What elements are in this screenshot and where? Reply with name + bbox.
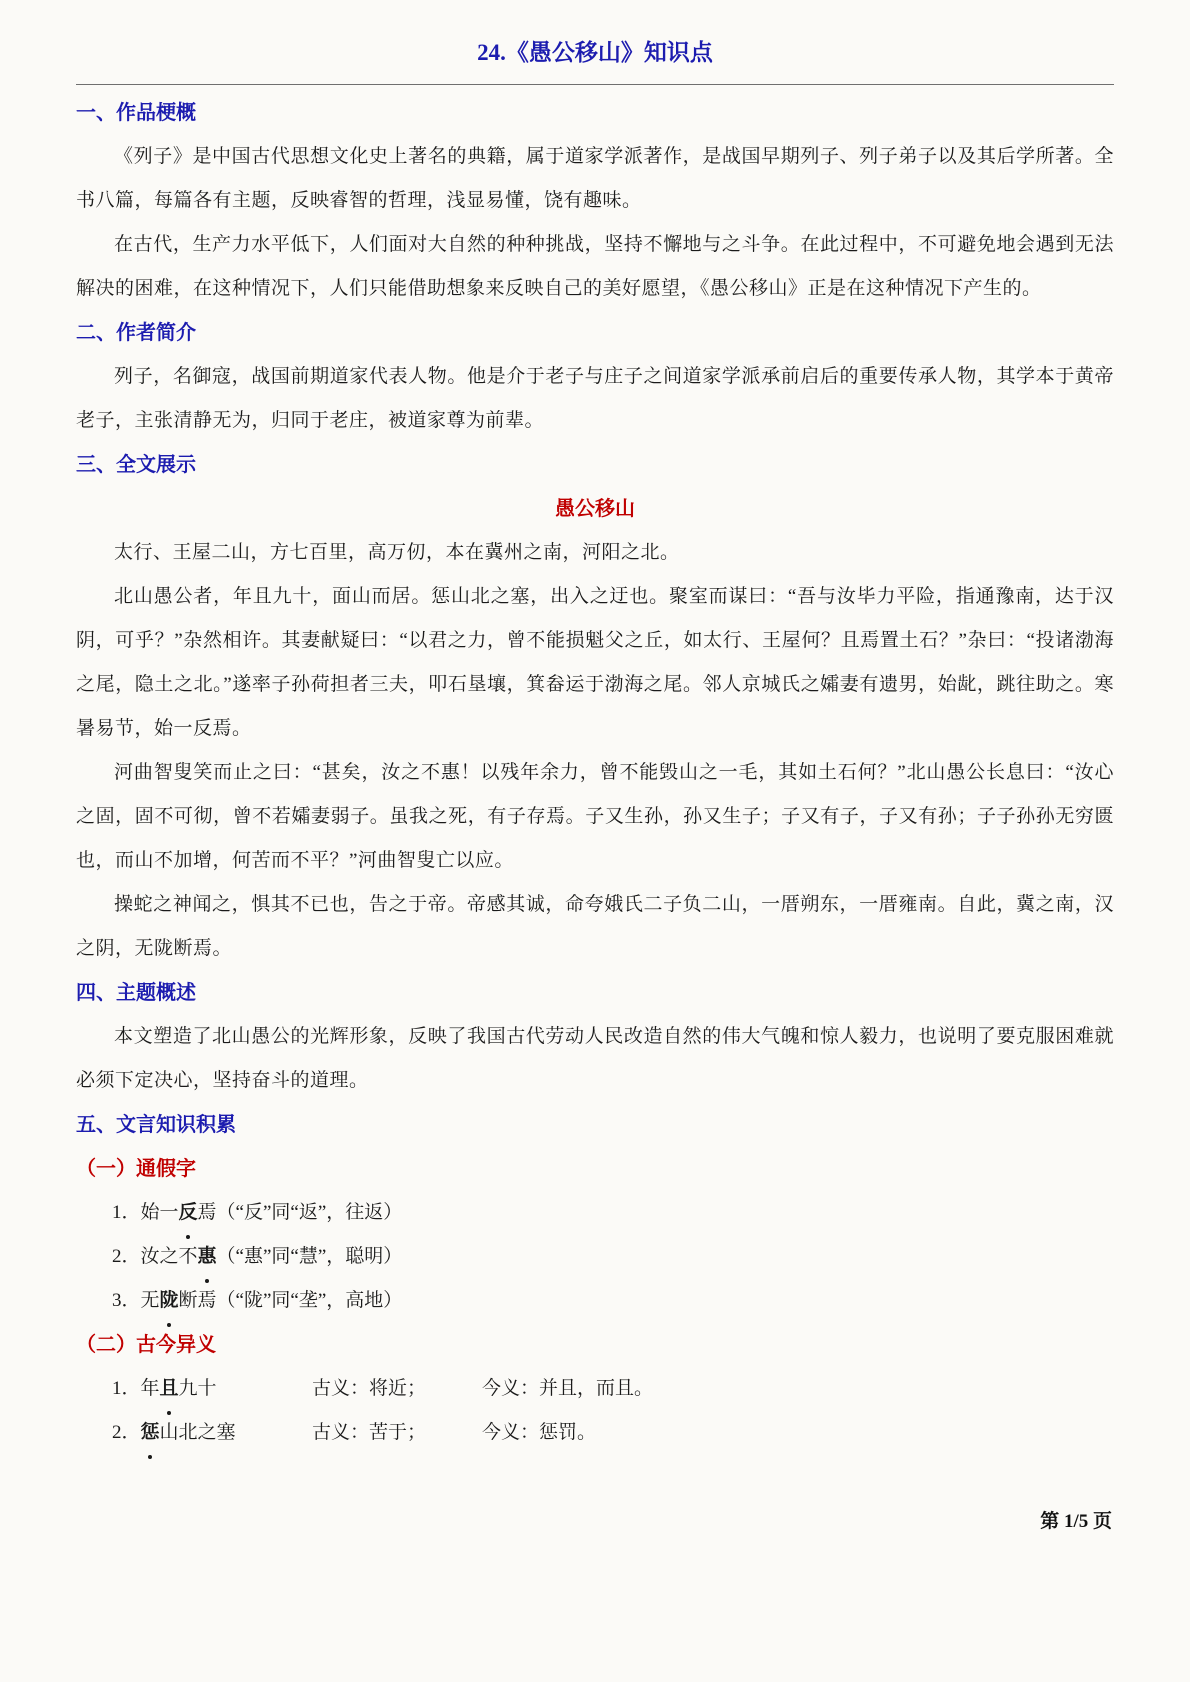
- section-heading-knowledge: 五、文言知识积累: [76, 1114, 236, 1136]
- item-number: 1．: [112, 1378, 141, 1399]
- gujin-row-1: [76, 1367, 1114, 1411]
- gujin-ancient-meaning: 古义：苦于；: [312, 1422, 427, 1443]
- fulltext-paragraph-4: 操蛇之神闻之，惧其不已也，告之于帝。帝感其诚，命夸娥氏二子负二山，一厝朔东，一厝雍南。自此，冀之南，汉之阴，无陇断焉。: [76, 894, 1114, 959]
- item-text-post: （“惠”同“慧”，聪明）: [216, 1246, 403, 1267]
- gujin-phrase: [112, 1367, 312, 1411]
- gujin-ancient-meaning: 古义：将近；: [312, 1378, 427, 1399]
- gujin-row-2: [76, 1411, 1114, 1455]
- section-heading-theme: 四、主题概述: [76, 982, 196, 1004]
- emphasized-char: 惠: [198, 1235, 217, 1279]
- overview-paragraph-2: 在古代，生产力水平低下，人们面对大自然的种种挑战，坚持不懈地与之斗争。在此过程中，不可避免地会遇到无法解决的困难，在这种情况下，人们只能借助想象来反映自己的美好愿望，《愚公移山》正是在这种情况下产生的。: [76, 234, 1114, 299]
- title-divider: [76, 84, 1114, 85]
- item-text-post: 焉（“反”同“返”，往返）: [197, 1202, 403, 1223]
- theme-paragraph-1: 本文塑造了北山愚公的光辉形象，反映了我国古代劳动人民改造自然的伟大气魄和惊人毅力，也说明了要克服困难就必须下定决心，坚持奋斗的道理。: [76, 1026, 1114, 1091]
- item-text-pre: 始一: [140, 1202, 179, 1223]
- item-text-post: 断焉（“陇”同“垄”，高地）: [178, 1290, 403, 1311]
- item-number: 2．: [112, 1246, 141, 1267]
- gujin-modern-meaning: 今义：惩罚。: [482, 1422, 597, 1443]
- overview-paragraph-1: 《列子》是中国古代思想文化史上著名的典籍，属于道家学派著作，是战国早期列子、列子弟子以及其后学所著。全书八篇，每篇各有主题，反映睿智的哲理，浅显易懂，饶有趣味。: [76, 146, 1114, 211]
- section-heading-fulltext: 三、全文展示: [76, 454, 196, 476]
- item-text-pre: 年: [140, 1378, 160, 1399]
- item-text-pre: 汝之不: [140, 1246, 198, 1267]
- item-text-post: 山北之塞: [159, 1422, 236, 1443]
- fulltext-paragraph-3: 河曲智叟笑而止之曰：“甚矣，汝之不惠！以残年余力，曾不能毁山之一毛，其如土石何？”北山愚公长息曰：“汝心之固，固不可彻，曾不若孀妻弱子。虽我之死，有子存焉。子又生孙，孙又生子；子又有子，子又有孙；子子孙孙无穷匮也，而山不加增，何苦而不平？”河曲智叟亡以应。: [76, 762, 1114, 871]
- tongjiazi-item-3: [76, 1279, 1114, 1323]
- emphasized-char: 陇: [160, 1279, 179, 1323]
- item-number: 1．: [112, 1202, 141, 1223]
- fulltext-subtitle: 愚公移山: [555, 498, 635, 520]
- page-title: 24.《愚公移山》知识点: [477, 40, 713, 65]
- subheading-tongjiazi: （一）通假字: [76, 1158, 196, 1180]
- fulltext-paragraph-1: 太行、王屋二山，方七百里，高万仞，本在冀州之南，河阳之北。: [114, 542, 680, 563]
- fulltext-paragraph-2: 北山愚公者，年且九十，面山而居。惩山北之塞，出入之迂也。聚室而谋曰：“吾与汝毕力平险，指通豫南，达于汉阴，可乎？”杂然相许。其妻献疑曰：“以君之力，曾不能损魁父之丘，如太行、王屋何？且焉置土石？”杂曰：“投诸渤海之尾，隐土之北。”遂率子孙荷担者三夫，叩石垦壤，箕畚运于渤海之尾。邻人京城氏之孀妻有遗男，始龀，跳往助之。寒暑易节，始一反焉。: [76, 586, 1114, 739]
- gujin-phrase: [112, 1411, 312, 1455]
- item-number: 3．: [112, 1290, 141, 1311]
- item-text-pre: 无: [140, 1290, 160, 1311]
- subheading-gujin: （二）古今异义: [76, 1334, 216, 1356]
- emphasized-char: 惩: [141, 1411, 160, 1455]
- author-paragraph-1: 列子，名御寇，战国前期道家代表人物。他是介于老子与庄子之间道家学派承前启后的重要传承人物，其学本于黄帝老子，主张清静无为，归同于老庄，被道家尊为前辈。: [76, 366, 1114, 431]
- section-heading-author: 二、作者简介: [76, 322, 196, 344]
- emphasized-char: 反: [179, 1191, 198, 1235]
- page-number: 第 1/5 页: [1040, 1511, 1112, 1532]
- gujin-modern-meaning: 今义：并且，而且。: [482, 1378, 654, 1399]
- tongjiazi-item-2: [76, 1235, 1114, 1279]
- tongjiazi-item-1: [76, 1191, 1114, 1235]
- item-text-post: 九十: [178, 1378, 217, 1399]
- item-number: 2．: [112, 1422, 141, 1443]
- emphasized-char: 且: [160, 1367, 179, 1411]
- section-heading-overview: 一、作品梗概: [76, 102, 196, 124]
